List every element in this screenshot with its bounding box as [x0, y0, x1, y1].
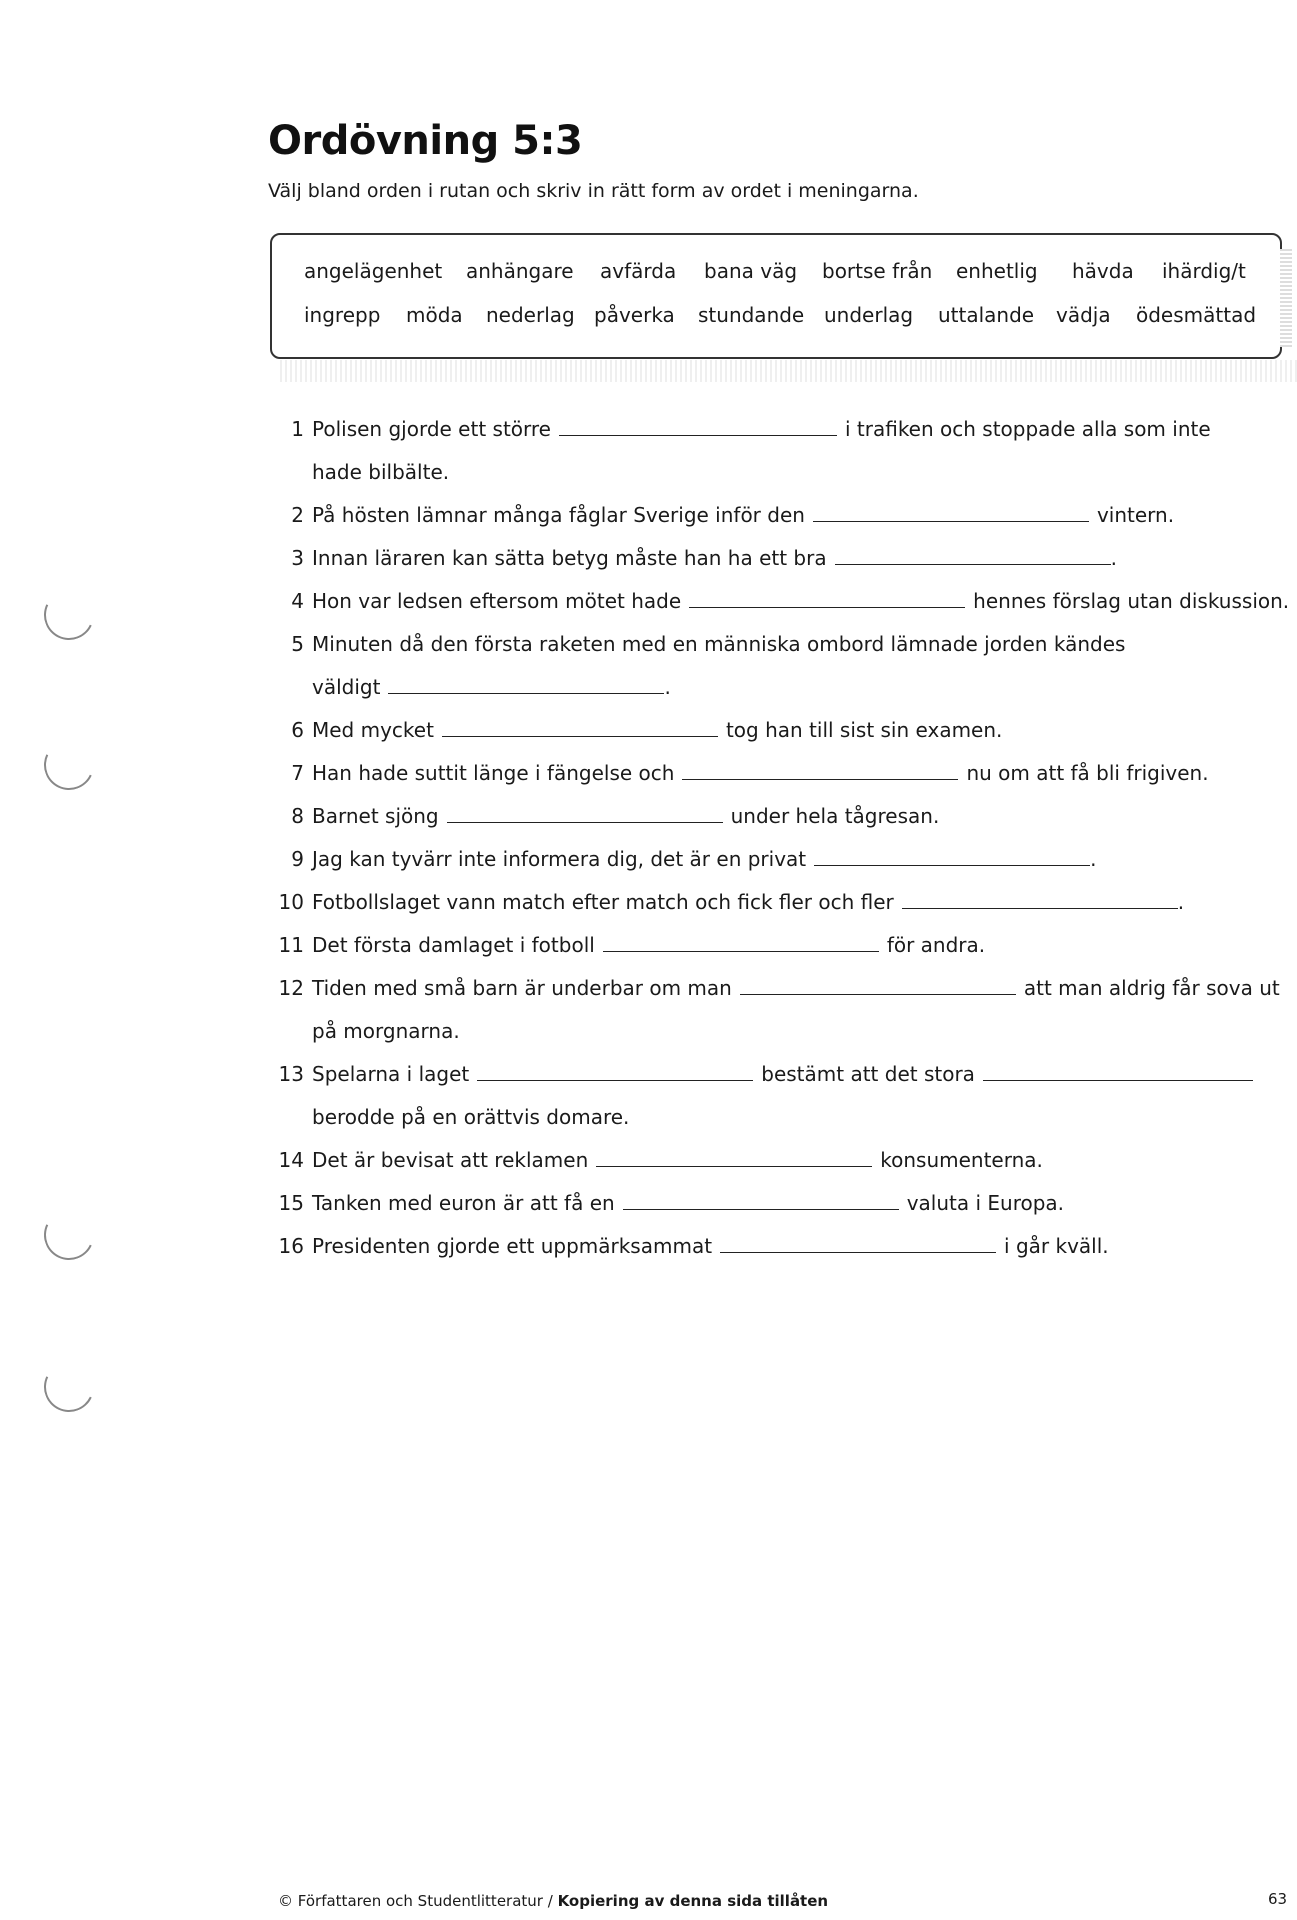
word-bank-item: bana väg	[704, 259, 798, 283]
punch-hole-icon	[37, 1203, 101, 1267]
word-bank-item: enhetlig	[956, 259, 1038, 283]
answer-blank[interactable]	[559, 413, 837, 436]
sentence-3: 3 Innan läraren kan sätta betyg måste han ha ett bra .	[270, 537, 1270, 580]
sentence-1: 1 Polisen gjorde ett större i trafiken och stoppade alla som inte	[270, 408, 1270, 451]
sentence-15: 15 Tanken med euron är att få en valuta i Europa.	[270, 1182, 1270, 1225]
sentence-7: 7 Han hade suttit länge i fängelse och nu om att få bli frigiven.	[270, 752, 1270, 795]
answer-blank[interactable]	[983, 1058, 1253, 1081]
punch-hole-icon	[37, 733, 101, 797]
answer-blank[interactable]	[740, 972, 1016, 995]
word-bank-item: avfärda	[600, 259, 677, 283]
answer-blank[interactable]	[447, 800, 723, 823]
sentence-9: 9 Jag kan tyvärr inte informera dig, det är en privat .	[270, 838, 1270, 881]
word-bank-item: stundande	[698, 303, 805, 327]
answer-blank[interactable]	[596, 1144, 872, 1167]
sentence-5-cont: väldigt .	[270, 666, 1270, 709]
word-bank-box	[270, 233, 1282, 359]
sentence-12: 12 Tiden med små barn är underbar om man att man aldrig får sova ut	[270, 967, 1270, 1010]
instruction-text: Välj bland orden i rutan och skriv in rätt form av ordet i meningarna.	[268, 180, 919, 202]
word-bank-item: ödesmättad	[1136, 303, 1257, 327]
sentence-4: 4 Hon var ledsen eftersom mötet hade hennes förslag utan diskussion.	[270, 580, 1270, 623]
sentence-10: 10 Fotbollslaget vann match efter match och fick fler och fler .	[270, 881, 1270, 924]
page-title: Ordövning 5:3	[268, 118, 583, 164]
answer-blank[interactable]	[689, 585, 965, 608]
sentence-6: 6 Med mycket tog han till sist sin examen.	[270, 709, 1270, 752]
sentence-8: 8 Barnet sjöng under hela tågresan.	[270, 795, 1270, 838]
sentence-11: 11 Det första damlaget i fotboll för andra.	[270, 924, 1270, 967]
word-bank-item: angelägenhet	[304, 259, 443, 283]
sentence-13: 13 Spelarna i laget bestämt att det stora	[270, 1053, 1270, 1096]
punch-hole-icon	[37, 1355, 101, 1419]
word-bank-item: hävda	[1072, 259, 1134, 283]
word-bank-item: uttalande	[938, 303, 1035, 327]
word-bank-item: anhängare	[466, 259, 574, 283]
punch-hole-icon	[37, 583, 101, 647]
answer-blank[interactable]	[603, 929, 879, 952]
sentence-list	[270, 408, 1290, 1268]
answer-blank[interactable]	[388, 671, 664, 694]
answer-blank[interactable]	[835, 542, 1111, 565]
word-bank-item: nederlag	[486, 303, 575, 327]
sentence-16: 16 Presidenten gjorde ett uppmärksammat i går kväll.	[270, 1225, 1270, 1268]
sentence-12-cont: på morgnarna.	[312, 1019, 460, 1043]
word-bank-item: ingrepp	[304, 303, 381, 327]
word-bank-item: ihärdig/t	[1162, 259, 1246, 283]
sentence-5: 5 Minuten då den första raketen med en människa ombord lämnade jorden kändes	[291, 632, 1126, 656]
word-bank-item: möda	[406, 303, 463, 327]
footer-notice: Kopiering av denna sida tillåten	[557, 1892, 829, 1910]
answer-blank[interactable]	[682, 757, 958, 780]
answer-blank[interactable]	[814, 843, 1090, 866]
sentence-1-cont: hade bilbälte.	[312, 460, 450, 484]
word-bank-item: påverka	[594, 303, 675, 327]
answer-blank[interactable]	[623, 1187, 899, 1210]
word-bank-item: vädja	[1056, 303, 1111, 327]
answer-blank[interactable]	[442, 714, 718, 737]
word-bank-item: bortse från	[822, 259, 933, 283]
footer-copyright: © Författaren och Studentlitteratur	[278, 1892, 543, 1910]
footer: © Författaren och Studentlitteratur / Kopiering av denna sida tillåten	[278, 1892, 829, 1910]
sentence-13-cont: berodde på en orättvis domare.	[312, 1105, 630, 1129]
answer-blank[interactable]	[813, 499, 1089, 522]
page-number: 63	[1268, 1890, 1288, 1908]
sentence-14: 14 Det är bevisat att reklamen konsumenterna.	[270, 1139, 1270, 1182]
word-bank-item: underlag	[824, 303, 914, 327]
answer-blank[interactable]	[720, 1230, 996, 1253]
answer-blank[interactable]	[477, 1058, 753, 1081]
answer-blank[interactable]	[902, 886, 1178, 909]
sentence-2: 2 På hösten lämnar många fåglar Sverige inför den vintern.	[270, 494, 1270, 537]
